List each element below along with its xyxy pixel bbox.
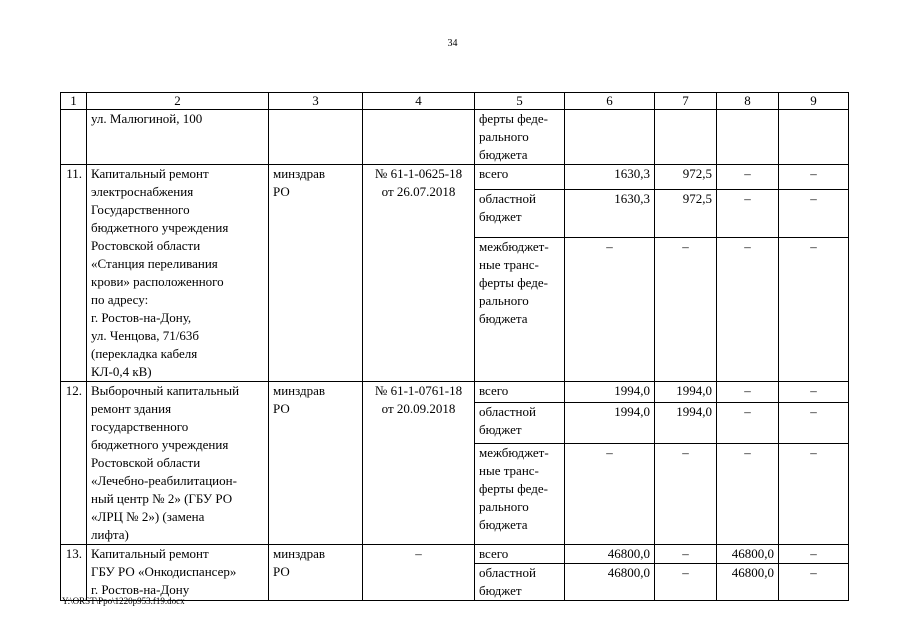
value-cell: – [717,444,779,545]
continuation-row [61,110,849,165]
object-description: Капитальный ремонт ГБУ РО «Онкодиспансер» г. Ростов-на-Дону [87,545,269,601]
value-cell: 46800,0 [565,545,655,564]
object-description: ул. Малюгиной, 100 [87,110,269,165]
object-description: Капитальный ремонт электроснабжения Государственного бюджетного учреждения Ростовской области «Станция переливания крови» расположенного по адресу: г. Ростов-на-Дону, ул. Ченцова, 71/63б (перекладка кабеля КЛ-0,4 кВ) [87,165,269,382]
value-cell: – [565,444,655,545]
value-cell: – [655,564,717,601]
value-cell: – [655,444,717,545]
footer-file-path: Y:\ORST\Ppo\1220p953.f19.docx [62,596,185,606]
funding-source: областной бюджет [475,403,565,444]
row-number: 13. [61,545,87,601]
value-cell: 1994,0 [655,382,717,403]
funding-source: всего [475,382,565,403]
funding-source: всего [475,545,565,564]
page-number: 34 [447,38,458,49]
column-number: 1 [61,93,87,110]
column-number: 9 [779,93,849,110]
value-cell: – [717,238,779,382]
value-cell: – [779,189,849,237]
column-number: 2 [87,93,269,110]
value-cell: 46800,0 [717,564,779,601]
value-cell: – [717,165,779,190]
row-number: 12. [61,382,87,545]
table-row [61,165,849,190]
value-cell: – [717,382,779,403]
customer: минздрав РО [269,382,363,545]
funding-source: межбюджет- ные транс- ферты феде- рального бюджета [475,238,565,382]
value-cell: 1994,0 [655,403,717,444]
column-number: 6 [565,93,655,110]
value-cell: 1994,0 [565,382,655,403]
value-cell: – [655,238,717,382]
funding-source: всего [475,165,565,190]
customer: минздрав РО [269,545,363,601]
document-number: № 61-1-0761-18 от 20.09.2018 [363,382,475,545]
table-row [61,382,849,403]
column-number: 5 [475,93,565,110]
budget-table [60,92,849,601]
value-cell: – [565,238,655,382]
value-cell: – [779,238,849,382]
value-cell: – [655,545,717,564]
funding-source: областной бюджет [475,189,565,237]
column-number: 3 [269,93,363,110]
value-cell: – [779,444,849,545]
value-cell: – [717,403,779,444]
column-number: 4 [363,93,475,110]
value-cell: 46800,0 [565,564,655,601]
column-number: 8 [717,93,779,110]
value-cell: – [779,165,849,190]
value-cell: – [779,382,849,403]
value-cell: 1630,3 [565,165,655,190]
object-description: Выборочный капитальный ремонт здания государственного бюджетного учреждения Ростовской области «Лечебно-реабилитацион- ный центр № 2» (ГБУ РО «ЛРЦ № 2») (замена лифта) [87,382,269,545]
column-number: 7 [655,93,717,110]
row-number: 11. [61,165,87,382]
value-cell: 46800,0 [717,545,779,564]
value-cell: – [779,403,849,444]
value-cell: – [779,545,849,564]
funding-source: областной бюджет [475,564,565,601]
funding-source: ферты феде- рального бюджета [475,110,565,165]
value-cell: – [717,189,779,237]
customer: минздрав РО [269,165,363,382]
funding-source: межбюджет- ные транс- ферты феде- рального бюджета [475,444,565,545]
document-number: № 61-1-0625-18 от 26.07.2018 [363,165,475,382]
column-number-row [61,93,849,110]
value-cell: 1630,3 [565,189,655,237]
value-cell: 972,5 [655,189,717,237]
value-cell: 972,5 [655,165,717,190]
document-number: – [363,545,475,601]
table-row [61,545,849,564]
value-cell: – [779,564,849,601]
value-cell: 1994,0 [565,403,655,444]
